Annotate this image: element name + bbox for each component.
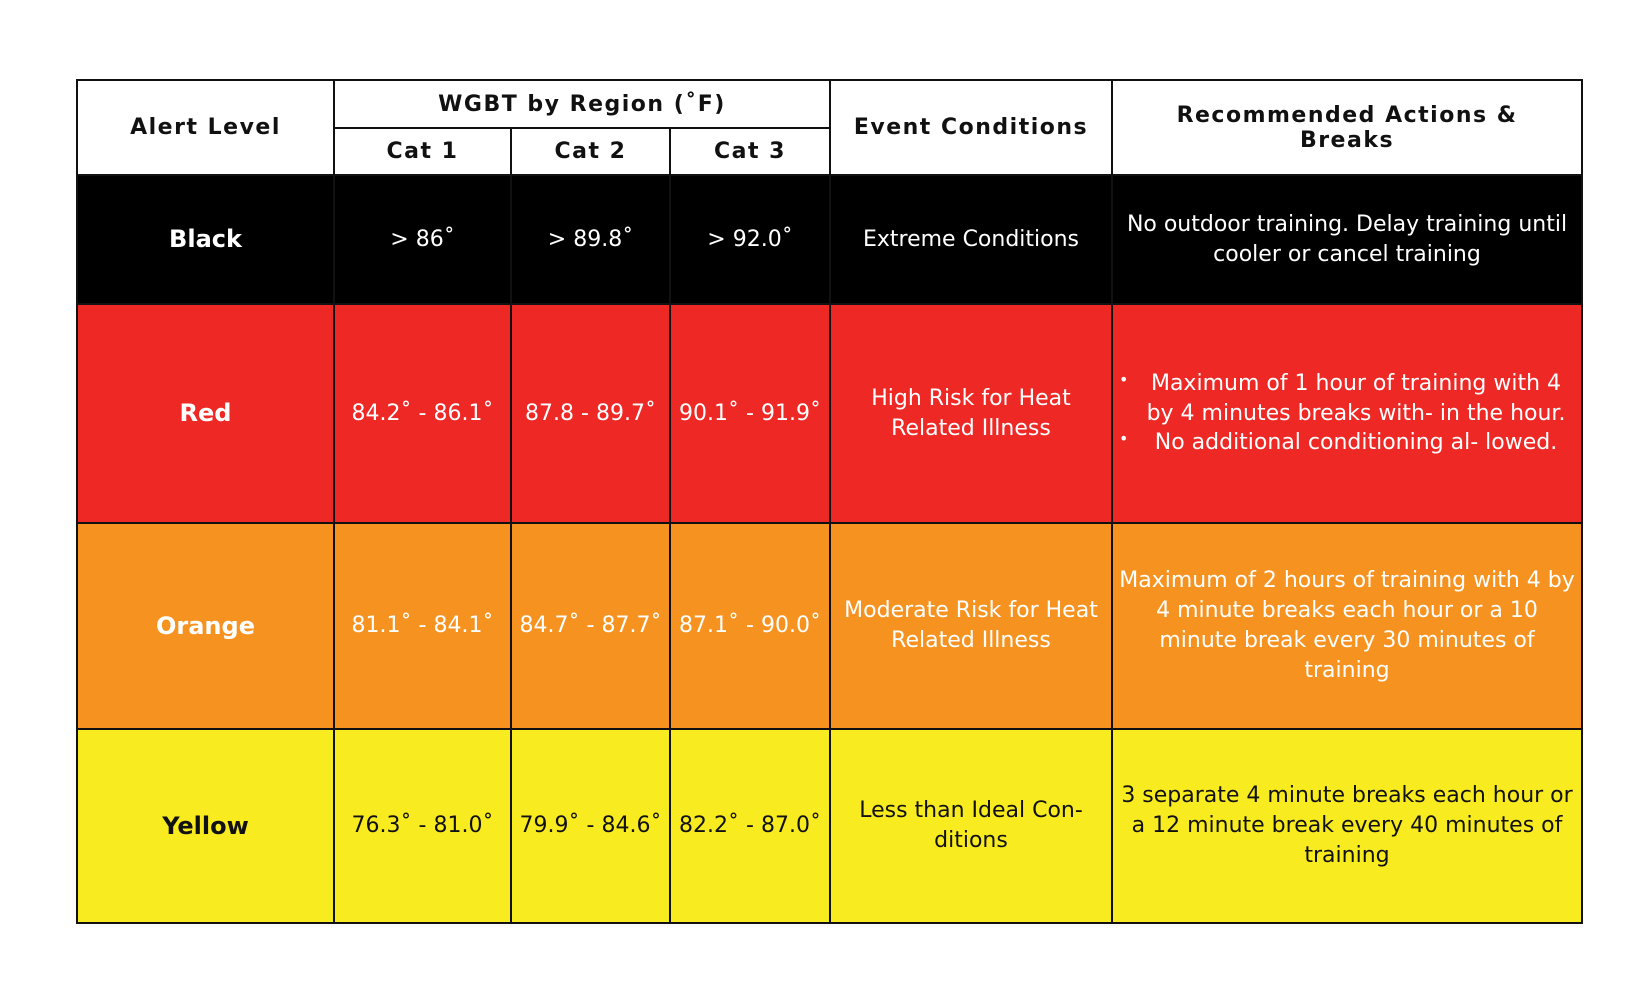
event-conditions-cell: Moderate Risk for Heat Related Illness — [830, 523, 1112, 729]
event-conditions-cell: Less than Ideal Con- ditions — [830, 729, 1112, 923]
recommended-actions-cell: 3 separate 4 minute breaks each hour or a 12 minute break every 40 minutes of training — [1112, 729, 1582, 923]
heat-alert-table — [76, 79, 1583, 924]
alert-level-cell: Red — [77, 304, 334, 523]
actions-bullet-item: • Maximum of 1 hour of training with 4 by 4 minutes breaks with- in the hour. — [1119, 369, 1575, 429]
alert-row-red — [77, 304, 1582, 523]
actions-bullet-item: • No additional conditioning al- lowed. — [1119, 428, 1575, 458]
cat-1-cell: > 86˚ — [334, 175, 511, 304]
event-conditions-cell: Extreme Conditions — [830, 175, 1112, 304]
cat-2-cell: > 89.8˚ — [511, 175, 670, 304]
alert-row-black — [77, 175, 1582, 304]
cat-2-cell: 87.8 - 89.7˚ — [511, 304, 670, 523]
recommended-actions-cell: No outdoor training. Delay training until cooler or cancel training — [1112, 175, 1582, 304]
actions-bullet-list — [1119, 369, 1575, 459]
header-cat-3: Cat 3 — [670, 128, 830, 175]
alert-level-cell: Black — [77, 175, 334, 304]
header-event-conditions: Event Conditions — [830, 80, 1112, 175]
header-wgbt-by-region: WGBT by Region (˚F) — [334, 80, 830, 128]
header-recommended-actions: Recommended Actions & Breaks — [1112, 80, 1582, 175]
cat-2-cell: 84.7˚ - 87.7˚ — [511, 523, 670, 729]
cat-3-cell: 90.1˚ - 91.9˚ — [670, 304, 830, 523]
alert-row-yellow — [77, 729, 1582, 923]
cat-1-cell: 81.1˚ - 84.1˚ — [334, 523, 511, 729]
alert-row-orange — [77, 523, 1582, 729]
cat-3-cell: 82.2˚ - 87.0˚ — [670, 729, 830, 923]
cat-1-cell: 76.3˚ - 81.0˚ — [334, 729, 511, 923]
header-cat-1: Cat 1 — [334, 128, 511, 175]
cat-1-cell: 84.2˚ - 86.1˚ — [334, 304, 511, 523]
recommended-actions-cell — [1112, 304, 1582, 523]
event-conditions-cell: High Risk for Heat Related Illness — [830, 304, 1112, 523]
alert-level-cell: Orange — [77, 523, 334, 729]
alert-level-cell: Yellow — [77, 729, 334, 923]
cat-2-cell: 79.9˚ - 84.6˚ — [511, 729, 670, 923]
recommended-actions-cell: Maximum of 2 hours of training with 4 by 4 minute breaks each hour or a 10 minute break every 30 minutes of training — [1112, 523, 1582, 729]
header-row-top — [77, 80, 1582, 128]
header-alert-level: Alert Level — [77, 80, 334, 175]
cat-3-cell: 87.1˚ - 90.0˚ — [670, 523, 830, 729]
cat-3-cell: > 92.0˚ — [670, 175, 830, 304]
header-cat-2: Cat 2 — [511, 128, 670, 175]
